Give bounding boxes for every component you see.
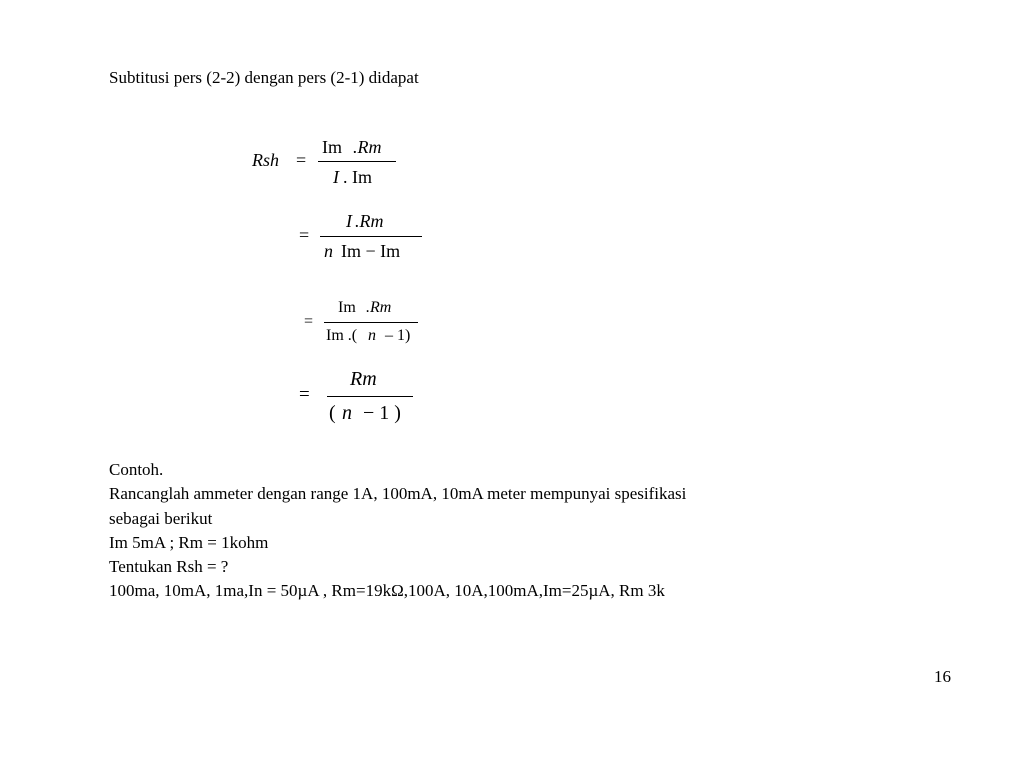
fraction-bar <box>318 161 396 162</box>
example-line: sebagai berikut <box>109 509 213 528</box>
denominator-part: . Im <box>343 167 372 187</box>
denominator-part: Im − Im <box>341 241 401 261</box>
equals-sign: = <box>304 313 314 330</box>
equals-sign: = <box>299 384 310 405</box>
example-line: Im 5mA ; Rm = 1kohm <box>109 533 269 552</box>
page-number: 16 <box>934 667 951 686</box>
denominator-part: ( <box>329 402 336 424</box>
denominator-part: Im .( <box>326 327 358 344</box>
example-line: Rancanglah ammeter dengan range 1A, 100mA, 10mA meter mempunyai spesifikasi <box>109 484 687 503</box>
numerator-part: Im <box>322 137 342 157</box>
intro-text: Subtitusi pers (2-2) dengan pers (2-1) didapat <box>109 68 419 87</box>
numerator-part: Im <box>338 299 356 316</box>
fraction-bar <box>324 322 418 323</box>
numerator-part: .Rm <box>355 211 384 231</box>
denominator-part: − 1 ) <box>363 402 401 424</box>
numerator-part: .Rm <box>353 137 382 157</box>
numerator-part: Rm <box>350 368 377 390</box>
numerator-part: .Rm <box>366 299 392 316</box>
fraction-bar <box>327 396 413 397</box>
denominator-part: – 1) <box>385 327 411 344</box>
denominator-part: n <box>342 402 352 424</box>
example-heading: Contoh. <box>109 460 164 479</box>
example-line: Tentukan Rsh = ? <box>109 557 229 576</box>
denominator-part: I <box>333 167 339 187</box>
equals-sign: = <box>296 150 307 170</box>
equals-sign: = <box>299 225 310 245</box>
numerator-part: I <box>346 211 352 231</box>
denominator-part: n <box>324 241 333 261</box>
fraction-bar <box>320 236 422 237</box>
example-line: 100ma, 10mA, 1ma,In = 50µA , Rm=19kΩ,100A, 10A,100mA,Im=25µA, Rm 3k <box>109 581 665 600</box>
rsh-symbol: Rsh <box>252 150 279 170</box>
denominator-part: n <box>368 327 376 344</box>
